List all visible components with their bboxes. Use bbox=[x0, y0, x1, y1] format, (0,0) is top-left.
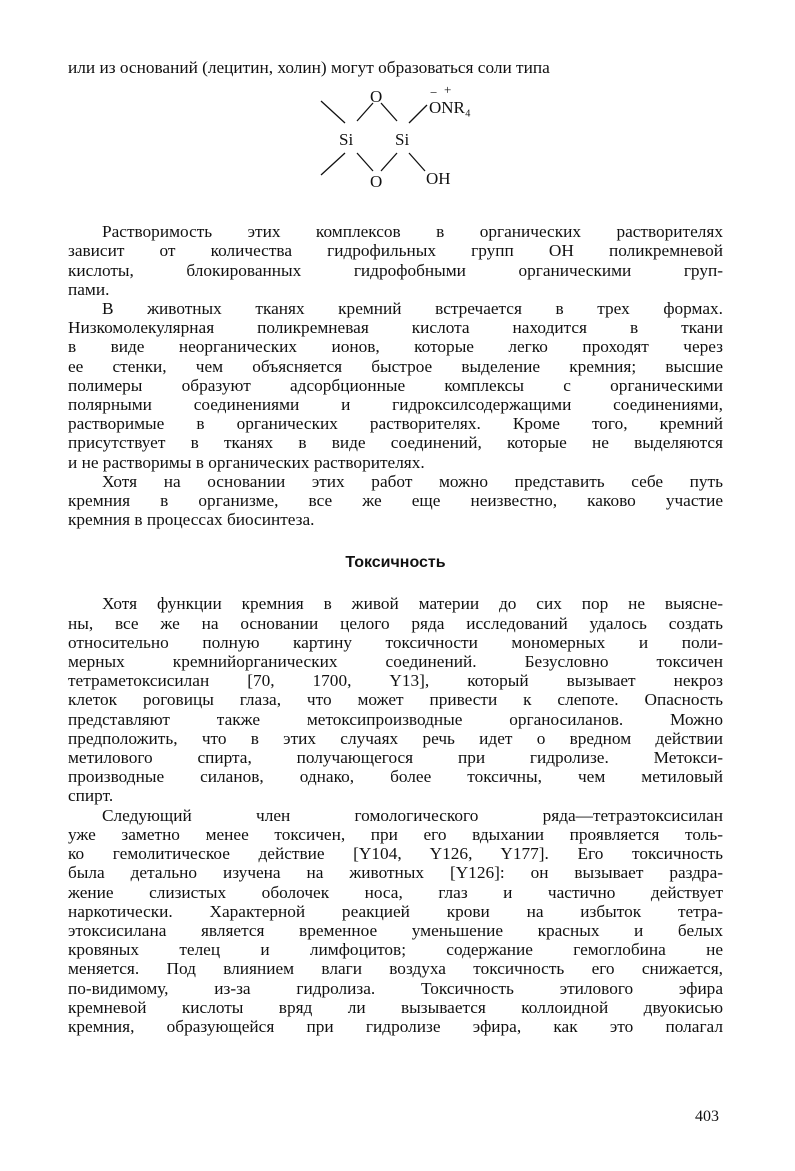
text-line: зависит от количества гидрофильных групп ОН поликремневой bbox=[68, 241, 723, 261]
text-line: кремния в процессах биосинтеза. bbox=[68, 510, 315, 530]
formula-diagram bbox=[313, 83, 513, 213]
text-line: и не растворимы в органических растворителях. bbox=[68, 452, 425, 472]
text-line: кремния, образующейся при гидролизе эфира, как это полагал bbox=[68, 1016, 723, 1036]
text-line: кремния в организме, все же еще неизвестно, каково участие bbox=[68, 491, 723, 511]
intro-line: или из оснований (лецитин, холин) могут образоваться соли типа bbox=[68, 58, 550, 77]
text-line: Следующий член гомологического ряда—тетраэтоксисилан bbox=[102, 805, 723, 825]
text-line: меняется. Под влиянием влаги воздуха токсичность его снижается, bbox=[68, 959, 723, 979]
text-line: в виде неорганических ионов, которые легко проходят через bbox=[68, 337, 723, 357]
text-line: наркотически. Характерной реакцией крови на избыток тетра- bbox=[68, 901, 723, 921]
text-line: спирт. bbox=[68, 786, 114, 806]
text-line: по-видимому, из-за гидролиза. Токсичность этилового эфира bbox=[68, 978, 723, 998]
siloxane-formula bbox=[68, 77, 723, 222]
formula-onr4: ONR₄ bbox=[429, 98, 471, 118]
text-line: жение слизистых оболочек носа, глаз и частично действует bbox=[68, 882, 723, 902]
text-line: кислоты, блокированных гидрофобными органическими груп- bbox=[68, 260, 723, 280]
text-line: была детально изучена на животных [Y126]: он вызывает раздра- bbox=[68, 863, 723, 883]
text-line: кремневой кислоты вряд ли вызывается коллоидной двуокисью bbox=[68, 997, 723, 1017]
text-line: кровяных телец и лимфоцитов; содержание гемоглобина не bbox=[68, 940, 723, 960]
text-line: растворимые в органических растворителях. Кроме того, кремний bbox=[68, 414, 723, 434]
paragraph-1 bbox=[68, 222, 723, 299]
text-line: представляют также метоксипроизводные органосиланов. Можно bbox=[68, 709, 723, 729]
text-line: пами. bbox=[68, 279, 110, 299]
text-line: ко гемолитическое действие [Y104, Y126, Y177]. Его токсичность bbox=[68, 844, 723, 864]
text-line: метилового спирта, получающегося при гидролизе. Метокси- bbox=[68, 748, 723, 768]
page-number: 403 bbox=[695, 1108, 719, 1125]
text-line: относительно полную картину токсичности мономерных и поли- bbox=[68, 632, 723, 652]
text-line: предположить, что в этих случаях речь идет о вредном действии bbox=[68, 728, 723, 748]
formula-si-left: Si bbox=[339, 130, 354, 150]
text-line: Низкомолекулярная поликремневая кислота находится в ткани bbox=[68, 318, 723, 338]
text-line: Растворимость этих комплексов в органических растворителях bbox=[102, 222, 723, 242]
text-line: ее стенки, чем объясняется быстрое выделение кремния; высшие bbox=[68, 356, 723, 376]
text-line: полярными соединениями и гидроксилсодержащими соединениями, bbox=[68, 395, 723, 415]
toxicity-paragraph-1 bbox=[68, 594, 723, 805]
text-line: В животных тканях кремний встречается в трех формах. bbox=[102, 299, 723, 319]
text-line: Хотя на основании этих работ можно представить себе путь bbox=[102, 471, 723, 491]
text-line: полимеры образуют адсорбционные комплексы с органическими bbox=[68, 375, 723, 395]
text-line: производные силанов, однако, более токсичны, чем метиловый bbox=[68, 767, 723, 787]
formula-si-right: Si bbox=[395, 130, 410, 150]
text-line: мерных кремнийорганических соединений. Безусловно токсичен bbox=[68, 652, 723, 672]
formula-o-top: O bbox=[370, 87, 383, 107]
text-line: клеток роговицы глаза, что может привести к слепоте. Опасность bbox=[68, 690, 723, 710]
formula-o-bottom: O bbox=[370, 172, 383, 192]
page-body bbox=[68, 58, 723, 1036]
section-heading: Токсичность bbox=[345, 554, 446, 572]
paragraph-3 bbox=[68, 472, 723, 530]
text-line: Хотя функции кремния в живой материи до сих пор не выясне- bbox=[102, 594, 723, 614]
formula-plus: + bbox=[444, 83, 452, 98]
text-line: уже заметно менее токсичен, при его вдыхании проявляется толь- bbox=[68, 824, 723, 844]
text-line: этоксисилана является временное уменьшение красных и белых bbox=[68, 920, 723, 940]
paragraph-2 bbox=[68, 299, 723, 472]
text-line: присутствует в тканях в виде соединений, которые не выделяются bbox=[68, 433, 723, 453]
text-line: ны, все же на основании целого ряда исследований удалось создать bbox=[68, 613, 723, 633]
formula-minus: − bbox=[430, 85, 438, 101]
toxicity-paragraph-2 bbox=[68, 806, 723, 1036]
formula-oh: OH bbox=[426, 169, 451, 189]
text-line: тетраметоксисилан [70, 1700, Y13], который вызывает некроз bbox=[68, 671, 723, 691]
